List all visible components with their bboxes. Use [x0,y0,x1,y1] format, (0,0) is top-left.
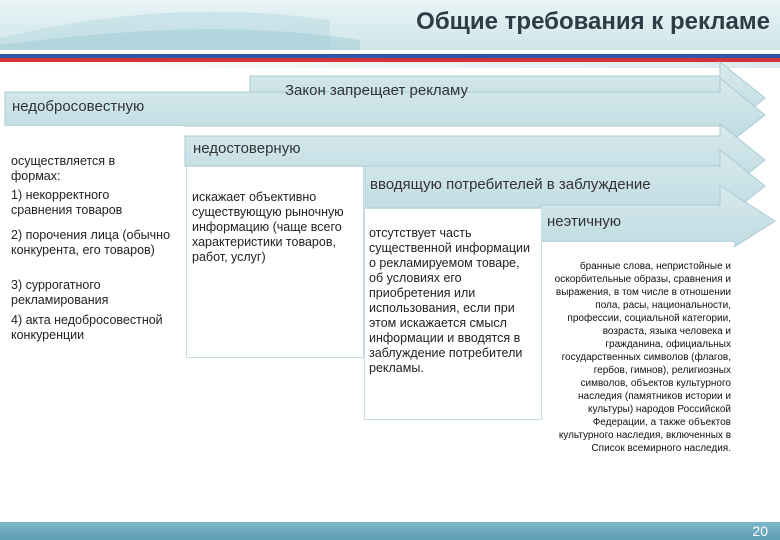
band-label-unethical: неэтичную [547,213,622,230]
column-unfair-item: 2) порочения лица (обычно конкурента, его товаров) [11,228,171,257]
page-title: Общие требования к рекламе [416,8,770,35]
band-label-unreliable: недостоверную [193,140,301,157]
column-unfair-intro: осуществляется в формах: [11,154,116,183]
band-label-misleading: вводящую потребителей в заблуждение [370,176,651,193]
column-misleading-text: отсутствует часть существенной информации о рекламируемом товаре, об условиях его приобретения или использования, если при этом искажается смысл информации и вводятся в заблуждение потребители рекламы. [369,226,530,375]
column-unfair-item: 3) суррогатного рекламирования [11,278,109,307]
column-unfair-item: 4) акта недобросовестной конкуренции [11,313,163,342]
footer-bar [0,522,780,540]
column-unethical-text: бранные слова, непристойные и оскорбительные образы, сравнения и выражения, в том числе в отношении пола, расы, национальности, профессии, социальной категории, возраста, языка человека и гражданина, официальных государственных символов (флагов, гербов, гимнов), религиозных символов, объектов культурного наследия (памятников истории и культуры) народов Российской Федерации, а также объектов культурного наследия, включенных в Список всемирного наследия. [554,261,731,454]
band-label-unfair: недобросовестную [12,98,145,115]
band-label-main: Закон запрещает рекламу [285,82,469,99]
column-unfair-item: 1) некорректного сравнения товаров [11,188,123,217]
column-unreliable-text: искажает объективно существующую рыночную информацию (чаще всего характеристики товаров, работ, услуг) [192,190,344,264]
page-number: 20 [752,523,768,539]
